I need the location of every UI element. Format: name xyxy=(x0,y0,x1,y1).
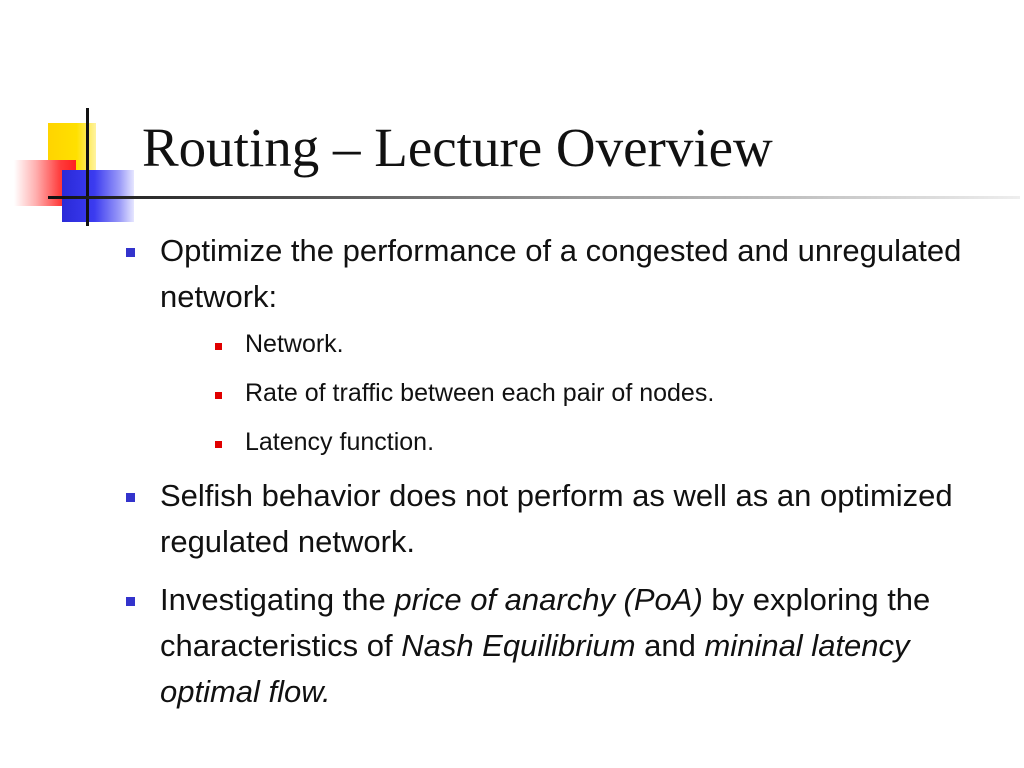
sub-bullet-text: Latency function. xyxy=(245,428,435,456)
sub-bullet-text: Rate of traffic between each pair of nodes. xyxy=(245,379,715,407)
decor-horizontal-rule xyxy=(48,196,1020,199)
bullet-text-part: and xyxy=(635,628,705,663)
bullet-item xyxy=(120,577,1000,715)
bullet-text: Selfish behavior does not perform as well as an optimized regulated network. xyxy=(160,478,953,559)
sub-bullet-text: Network. xyxy=(245,330,344,358)
slide-title: Routing – Lecture Overview xyxy=(142,117,773,178)
bullet-item xyxy=(120,228,1000,460)
bullet-emphasis-optimal-flow: mininal latency optimal flow. xyxy=(160,628,910,709)
bullet-text-part: Investigating the xyxy=(160,582,395,617)
decor-vertical-line xyxy=(86,108,89,226)
bullet-emphasis-nash: Nash Equilibrium xyxy=(401,628,636,663)
sub-bullet-item xyxy=(160,375,1000,411)
bullet-item xyxy=(120,473,1000,565)
bullet-text-part: by exploring the characteristics of xyxy=(160,582,931,663)
sub-bullet-item xyxy=(160,424,1000,460)
sub-bullet-item xyxy=(160,326,1000,362)
bullet-text: Optimize the performance of a congested and unregulated network: xyxy=(160,233,962,314)
bullet-list xyxy=(120,228,1000,727)
bullet-emphasis-poa: price of anarchy (PoA) xyxy=(394,582,703,617)
sub-bullet-list xyxy=(160,326,1000,460)
